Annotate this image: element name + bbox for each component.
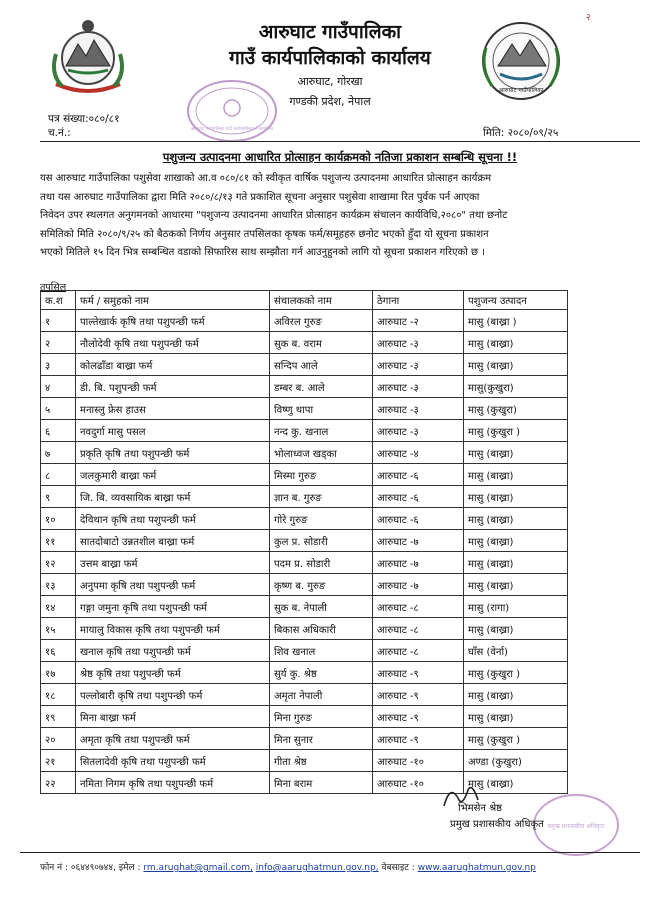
cell-address: आरुघाट -७ (373, 574, 464, 596)
cell-serial: ८ (41, 464, 76, 486)
cell-serial: २२ (41, 772, 76, 794)
table-row (41, 398, 568, 420)
cell-farm-name: प्रकृति कृषि तथा पशुपन्छी फर्म (76, 442, 270, 464)
cell-serial: २० (41, 728, 76, 750)
table-row (41, 508, 568, 530)
cell-operator: शिव खनाल (270, 640, 373, 662)
table-row (41, 728, 568, 750)
cell-address: आरुघाट -८ (373, 596, 464, 618)
cell-serial: ४ (41, 376, 76, 398)
cell-address: आरुघाट -३ (373, 398, 464, 420)
cell-farm-name: जलकुमारी बाख्रा फर्म (76, 464, 270, 486)
cell-farm-name: कोलढाँडा बाख्रा फर्म (76, 354, 270, 376)
cell-operator: नन्द कु. खनाल (270, 420, 373, 442)
table-row (41, 684, 568, 706)
cell-farm-name: खनाल कृषि तथा पशुपन्छी फर्म (76, 640, 270, 662)
header-divider (40, 141, 640, 142)
cell-product: अण्डा (कुखुरा) (464, 750, 568, 772)
cell-address: आरुघाट -९ (373, 706, 464, 728)
cell-product: मासु (बाख्रा) (464, 530, 568, 552)
office-address: आरुघाट, गोरखा (297, 75, 363, 88)
cell-operator: अविरल गुरुङ (270, 310, 373, 332)
cell-product: मासु (बाख्रा) (464, 486, 568, 508)
cell-farm-name: मिना बाख्रा फर्म (76, 706, 270, 728)
table-row (41, 662, 568, 684)
signature-stamp-text: प्रमुख प्रशासकीय अधिकृत (547, 823, 605, 830)
cell-address: आरुघाट -६ (373, 486, 464, 508)
cell-operator: कुल प्र. सोडारी (270, 530, 373, 552)
table-row (41, 442, 568, 464)
cell-farm-name: जि. बि. व्यवसायिक बाख्रा फर्म (76, 486, 270, 508)
cell-serial: ३ (41, 354, 76, 376)
table-row (41, 420, 568, 442)
cell-address: आरुघाट -१० (373, 772, 464, 794)
cell-operator: अमृता नेपाली (270, 684, 373, 706)
cell-address: आरुघाट -९ (373, 728, 464, 750)
notice-body-line: निवेदन उपर स्थलगत अनुगमनको आधारमा "पशुजन्य उत्पादनमा आधारित प्रोत्साहन कार्यक्रम संचालन कार्यविधि,२०८०" तथा छनोट (40, 210, 508, 221)
col-serial: क.श (41, 291, 76, 310)
footer-contact (40, 860, 640, 873)
cell-product: मासु (बाख्रा) (464, 574, 568, 596)
cell-serial: ९ (41, 486, 76, 508)
table-row (41, 596, 568, 618)
table-row (41, 530, 568, 552)
notice-body-line: यस आरुघाट गाउँपालिका पशुसेवा शाखाको आ.व ०८०/८१ को स्वीकृत वार्षिक पशुजन्य उत्पादनमा आधारित प्रोत्साहन कार्यक्रम (40, 173, 492, 184)
cell-product: मासु (बाख्रा) (464, 464, 568, 486)
cell-address: आरुघाट -३ (373, 420, 464, 442)
office-title: आरुघाट गाउँपालिका (258, 21, 402, 43)
notice-subject: पशुजन्य उत्पादनमा आधारित प्रोत्साहन कार्यक्रमको नतिजा प्रकाशन सम्बन्धि सूचना !! (162, 150, 518, 164)
table-row (41, 486, 568, 508)
cell-address: आरुघाट -३ (373, 332, 464, 354)
cell-farm-name: नवदुर्गा मासु पसल (76, 420, 270, 442)
cell-operator: गीता श्रेष्ठ (270, 750, 373, 772)
cell-farm-name: पल्लोबारी कृषि तथा पशुपन्छी फर्म (76, 684, 270, 706)
table-caption: तपसिल (40, 282, 67, 293)
cell-operator: सन्दिप आले (270, 354, 373, 376)
cell-serial: २१ (41, 750, 76, 772)
nepal-emblem-icon (48, 14, 128, 98)
cell-serial: १६ (41, 640, 76, 662)
table-row (41, 640, 568, 662)
page-corner-mark: २ (586, 13, 591, 23)
office-subtitle: गाउँ कार्यपालिकाको कार्यालय (229, 47, 431, 69)
cell-farm-name: अमृता कृषि तथा पशुपन्छी फर्म (76, 728, 270, 750)
col-farm-name: फर्म / समुहको नाम (76, 291, 270, 310)
cell-product: मासु (बाख्रा) (464, 772, 568, 794)
office-province: गण्डकी प्रदेश, नेपाल (289, 95, 371, 108)
cell-farm-name: अनुपमा कृषि तथा पशुपन्छी फर्म (76, 574, 270, 596)
signatory-name: भिमसेन श्रेष्ठ (458, 803, 503, 814)
cell-operator: गोरे गुरुङ (270, 508, 373, 530)
cell-farm-name: देविथान कृषि तथा पशुपन्छी फर्म (76, 508, 270, 530)
cell-operator: ज्ञान ब. गुरुङ (270, 486, 373, 508)
dispatch-number: च.नं.: (48, 127, 71, 139)
office-stamp (184, 78, 280, 144)
cell-address: आरुघाट -९ (373, 684, 464, 706)
cell-product: मासु (बाख्रा) (464, 684, 568, 706)
municipality-logo-text: आरुघाट गाउँपालिका (498, 87, 544, 94)
cell-product: मासु(कुखुरा) (464, 376, 568, 398)
cell-serial: ६ (41, 420, 76, 442)
notice-body (40, 170, 620, 263)
col-address: ठेगाना (373, 291, 464, 310)
cell-address: आरुघाट -२ (373, 310, 464, 332)
cell-address: आरुघाट -४ (373, 442, 464, 464)
cell-operator: बिकास अधिकारी (270, 618, 373, 640)
cell-operator: मिस्मा गुरुङ (270, 464, 373, 486)
cell-product: मासु (कुखुरा ) (464, 662, 568, 684)
cell-product: मासु (कुखुरा ) (464, 420, 568, 442)
cell-operator: विष्णु थापा (270, 398, 373, 420)
cell-product: मासु (बाख्रा) (464, 618, 568, 640)
selected-farms-table (40, 290, 568, 794)
footer-website-label: वेबसाइट : (381, 863, 415, 873)
cell-serial: १३ (41, 574, 76, 596)
cell-product: मासु (बाख्रा) (464, 332, 568, 354)
cell-farm-name: सितलादेवी कृषि तथा पशुपन्छी फर्म (76, 750, 270, 772)
cell-address: आरुघाट -९ (373, 662, 464, 684)
table-row (41, 552, 568, 574)
cell-address: आरुघाट -७ (373, 530, 464, 552)
cell-operator: डम्बर ब. आले (270, 376, 373, 398)
table-row (41, 750, 568, 772)
table-row (41, 574, 568, 596)
cell-product: मासु (बाख्रा) (464, 552, 568, 574)
cell-operator: सुर्य कु. श्रेष्ठ (270, 662, 373, 684)
footer-divider (20, 852, 640, 853)
cell-address: आरुघाट -१० (373, 750, 464, 772)
cell-product: मासु (बाख्रा) (464, 706, 568, 728)
cell-farm-name: सातदोबाटो उन्नतशील बाख्रा फर्म (76, 530, 270, 552)
cell-serial: १७ (41, 662, 76, 684)
cell-operator: मिना सुनार (270, 728, 373, 750)
footer-website-link[interactable]: www.aarughatmun.gov.np (417, 863, 536, 873)
col-product: पशुजन्य उत्पादन (464, 291, 568, 310)
municipality-logo (476, 18, 566, 104)
cell-serial: ७ (41, 442, 76, 464)
cell-serial: १० (41, 508, 76, 530)
signatory-title: प्रमुख प्रशासकीय अधिकृत (450, 819, 544, 830)
cell-operator: मिना बराम (270, 772, 373, 794)
notice-body-line: समितिको मिति २०८०/९/२५ को बैठकको निर्णय अनुसार तपसिलका कृषक फर्म/समूहहरु छनोट भएको हुँदा यो सूचना प्रकाशन (40, 228, 489, 240)
cell-product: मासु (रागा) (464, 596, 568, 618)
cell-serial: २ (41, 332, 76, 354)
cell-operator: पदम प्र. सोडारी (270, 552, 373, 574)
cell-operator: भोलाध्वज खड्का (270, 442, 373, 464)
table-row (41, 618, 568, 640)
notice-body-line: तथा यस आरुघाट गाउँपालिका द्वारा मिति २०८०/८/१३ गते प्रकाशित सूचना अनुसार पशुसेवा शाखामा रित पुर्वक पर्न आएका (40, 191, 480, 203)
cell-serial: १८ (41, 684, 76, 706)
cell-serial: १४ (41, 596, 76, 618)
cell-serial: ५ (41, 398, 76, 420)
cell-product: मासु (बाख्रा ) (464, 310, 568, 332)
cell-farm-name: डी. बि. पशुपन्छी फर्म (76, 376, 270, 398)
footer-email-link[interactable]: info@aarughatmun.gov.np, (255, 863, 379, 873)
cell-farm-name: मनास्लु फ्रेस हाउस (76, 398, 270, 420)
cell-farm-name: गङ्गा जमुना कृषि तथा पशुपन्छी फर्म (76, 596, 270, 618)
table-row (41, 772, 568, 794)
cell-farm-name: पाल्तेखार्क कृषि तथा पशुपन्छी फर्म (76, 310, 270, 332)
cell-address: आरुघाट -६ (373, 464, 464, 486)
cell-operator: मिना गुरुङ (270, 706, 373, 728)
cell-product: मासु (कुखुरा ) (464, 728, 568, 750)
cell-serial: १९ (41, 706, 76, 728)
footer-phone: फोन नं : ०६४४९०७४४, इमेल : (40, 863, 141, 873)
table-row (41, 332, 568, 354)
office-stamp-text: आरुघाट गाउँपालिका गाउँ कार्यपालिकाको कार्यालय (190, 127, 274, 132)
cell-address: आरुघाट -८ (373, 618, 464, 640)
cell-serial: ११ (41, 530, 76, 552)
cell-address: आरुघाट -७ (373, 552, 464, 574)
cell-address: आरुघाट -८ (373, 640, 464, 662)
table-header-row (41, 291, 568, 310)
cell-operator: सुक ब. वराम (270, 332, 373, 354)
cell-farm-name: उत्तम बाख्रा फर्म (76, 552, 270, 574)
cell-serial: १५ (41, 618, 76, 640)
table-row (41, 706, 568, 728)
cell-address: आरुघाट -३ (373, 354, 464, 376)
cell-product: घाँस (वेर्ना) (464, 640, 568, 662)
table-row (41, 464, 568, 486)
cell-farm-name: श्रेष्ठ कृषि तथा पशुपन्छी फर्म (76, 662, 270, 684)
table-row (41, 354, 568, 376)
cell-operator: सुक ब. नेपाली (270, 596, 373, 618)
reference-number: पत्र संख्या:०८०/८१ (48, 113, 120, 125)
footer-email-link[interactable]: rm.arughat@gmail.com, (143, 863, 253, 873)
cell-serial: १ (41, 310, 76, 332)
cell-address: आरुघाट -३ (373, 376, 464, 398)
notice-body-line: भएको मितिले १५ दिन भित्र सम्बन्धित वडाको सिफारिस साथ सम्झौता गर्न आउनुहुनको लागि यो सूचना प्रकाशन गरिएको छ । (40, 247, 485, 258)
cell-operator: कृष्ण ब. गुरुङ (270, 574, 373, 596)
table-row (41, 376, 568, 398)
cell-product: मासु (बाख्रा) (464, 354, 568, 376)
cell-product: मासु (बाख्रा) (464, 508, 568, 530)
cell-farm-name: नमिता निगम कृषि तथा पशुपन्छी फर्म (76, 772, 270, 794)
cell-farm-name: मायालु विकास कृषि तथा पशुपन्छी फर्म (76, 618, 270, 640)
cell-product: मासु (बाख्रा) (464, 442, 568, 464)
cell-product: मासु (कुखुरा) (464, 398, 568, 420)
cell-serial: १२ (41, 552, 76, 574)
table-row (41, 310, 568, 332)
cell-address: आरुघाट -६ (373, 508, 464, 530)
notice-date: मिति: २०८०/०९/२५ (483, 127, 559, 139)
col-operator: संचालकको नाम (270, 291, 373, 310)
cell-farm-name: नौलोदेवी कृषि तथा पशुपन्छी फर्म (76, 332, 270, 354)
